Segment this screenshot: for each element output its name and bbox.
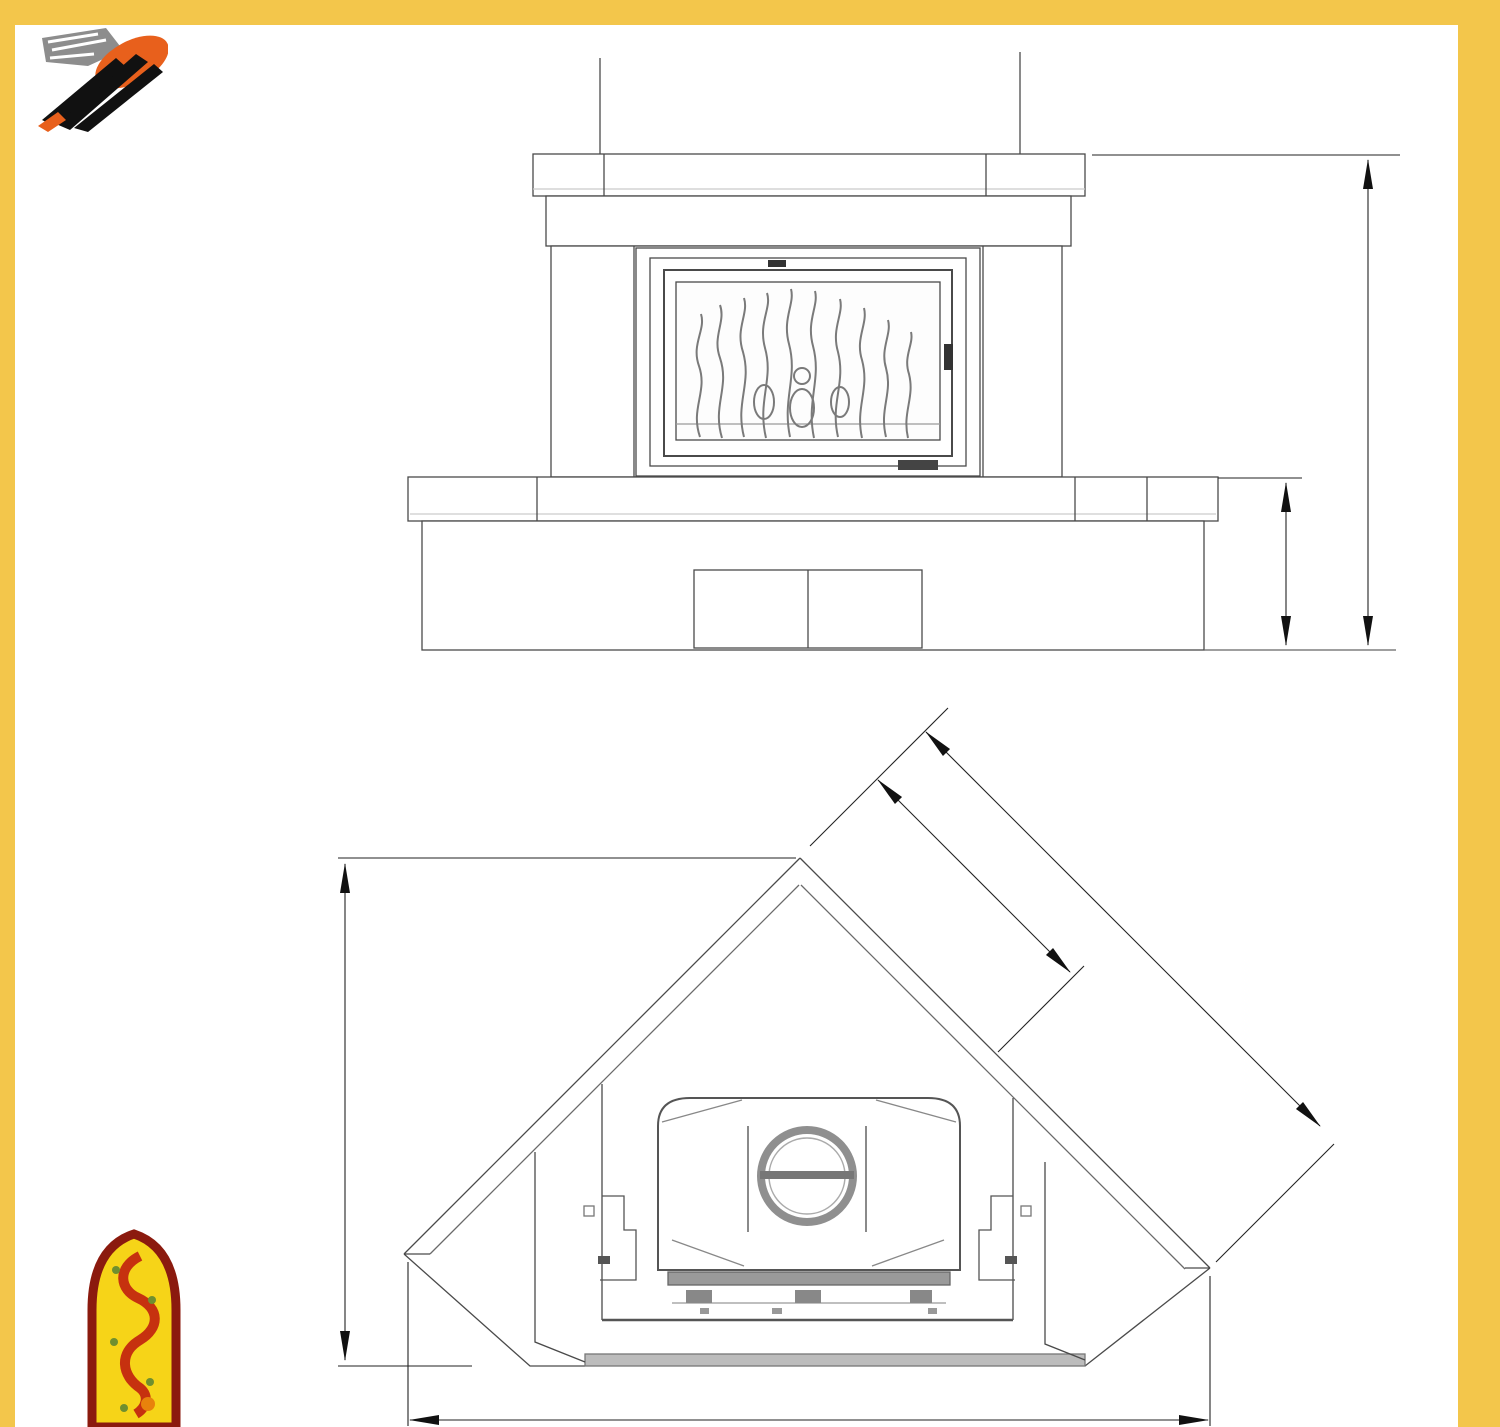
plan-view	[404, 858, 1210, 1366]
firebox-plan	[658, 1098, 960, 1314]
page-border-top	[0, 0, 1500, 25]
firebox-glass	[676, 282, 940, 440]
hearth-front-edge	[585, 1354, 1085, 1366]
plan-view-dimensions	[338, 708, 1334, 1426]
door-handle	[944, 344, 953, 370]
soldier-brick-band	[546, 196, 1071, 246]
front-elevation-view	[408, 52, 1396, 650]
firebox-front	[636, 248, 980, 476]
logo-mark-icon	[28, 20, 168, 134]
firebox-badge	[898, 460, 938, 470]
page-border-left	[0, 0, 15, 1427]
mantel-shelf	[533, 154, 1085, 196]
company-logo	[28, 20, 502, 134]
mascot-logo	[84, 1226, 184, 1427]
damper-knob	[768, 260, 786, 267]
page-border-right	[1458, 0, 1500, 1427]
